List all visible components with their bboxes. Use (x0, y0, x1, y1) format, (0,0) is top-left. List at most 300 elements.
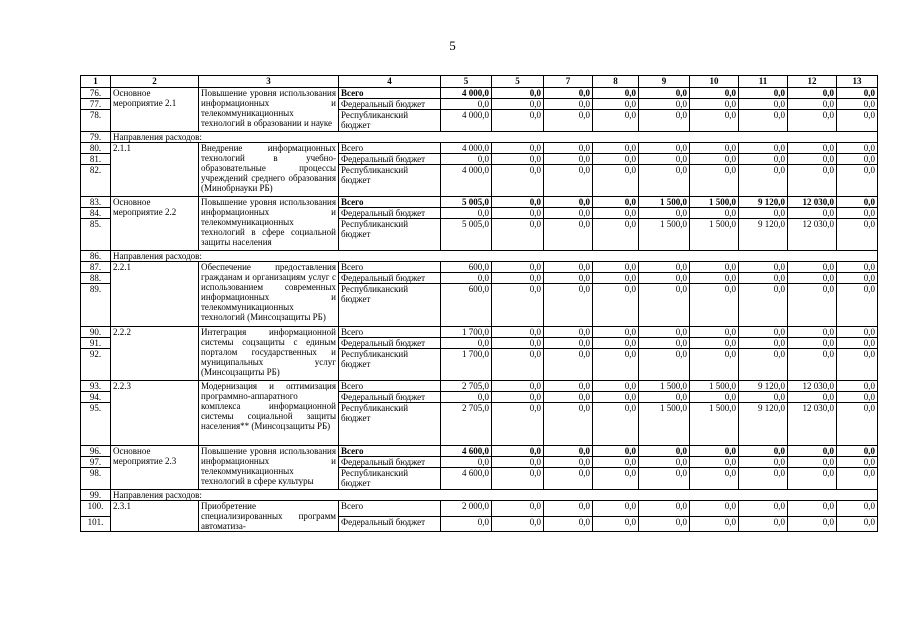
amount-cell: 4 600,0 (441, 468, 492, 490)
funding-source: Федеральный бюджет (339, 99, 441, 110)
amount-cell: 0,0 (544, 165, 593, 197)
activity-code: Основное мероприятие 2.3 (111, 446, 199, 490)
amount-cell: 0,0 (492, 457, 544, 468)
amount-cell: 0,0 (837, 392, 878, 403)
funding-source: Всего (339, 381, 441, 392)
amount-cell: 0,0 (739, 88, 788, 99)
amount-cell: 0,0 (788, 338, 837, 349)
amount-cell: 0,0 (593, 403, 639, 446)
amount-cell: 0,0 (837, 381, 878, 392)
amount-cell: 0,0 (837, 208, 878, 219)
section-label: Направления расходов: (111, 490, 878, 501)
amount-cell: 0,0 (492, 88, 544, 99)
amount-cell: 0,0 (788, 501, 837, 517)
amount-cell: 0,0 (639, 165, 690, 197)
column-header-13: 13 (837, 76, 878, 88)
amount-cell: 0,0 (593, 154, 639, 165)
amount-cell: 0,0 (441, 99, 492, 110)
amount-cell: 4 600,0 (441, 446, 492, 457)
amount-cell: 0,0 (788, 208, 837, 219)
amount-cell: 0,0 (837, 165, 878, 197)
amount-cell: 0,0 (492, 273, 544, 284)
column-header-8: 8 (593, 76, 639, 88)
amount-cell: 0,0 (788, 392, 837, 403)
table-row (81, 262, 878, 273)
amount-cell: 9 120,0 (739, 197, 788, 208)
amount-cell: 0,0 (544, 457, 593, 468)
amount-cell: 0,0 (739, 392, 788, 403)
funding-source: Всего (339, 143, 441, 154)
row-number: 79. (81, 132, 111, 143)
amount-cell: 0,0 (639, 457, 690, 468)
funding-source: Федеральный бюджет (339, 338, 441, 349)
amount-cell: 0,0 (690, 110, 739, 132)
amount-cell: 0,0 (492, 284, 544, 327)
amount-cell: 0,0 (544, 516, 593, 532)
funding-source: Федеральный бюджет (339, 154, 441, 165)
activity-description: Интеграция информационной системы соцзащиты с единым порталом государственных и муниципальных услуг (Минсоцзащиты РБ) (199, 327, 339, 381)
amount-cell: 0,0 (739, 284, 788, 327)
amount-cell: 0,0 (492, 110, 544, 132)
amount-cell: 0,0 (739, 468, 788, 490)
amount-cell: 0,0 (788, 154, 837, 165)
amount-cell: 9 120,0 (739, 403, 788, 446)
activity-description: Приобретение специализированных программ автоматиза- (199, 501, 339, 532)
column-header-9: 9 (639, 76, 690, 88)
row-number: 95. (81, 403, 111, 446)
amount-cell: 0,0 (837, 327, 878, 338)
amount-cell: 0,0 (690, 468, 739, 490)
amount-cell: 0,0 (639, 99, 690, 110)
amount-cell: 0,0 (492, 349, 544, 381)
amount-cell: 0,0 (639, 154, 690, 165)
amount-cell: 0,0 (593, 338, 639, 349)
amount-cell: 0,0 (690, 349, 739, 381)
amount-cell: 0,0 (544, 381, 593, 392)
amount-cell: 0,0 (593, 143, 639, 154)
amount-cell: 0,0 (639, 338, 690, 349)
funding-source: Всего (339, 88, 441, 99)
amount-cell: 0,0 (593, 327, 639, 338)
amount-cell: 4 000,0 (441, 88, 492, 99)
funding-source: Федеральный бюджет (339, 392, 441, 403)
row-number: 99. (81, 490, 111, 501)
budget-table (80, 75, 878, 532)
page-number: 5 (449, 38, 456, 53)
amount-cell: 0,0 (788, 99, 837, 110)
amount-cell: 0,0 (492, 392, 544, 403)
activity-code: 2.2.1 (111, 262, 199, 327)
amount-cell: 0,0 (690, 516, 739, 532)
amount-cell: 0,0 (544, 392, 593, 403)
amount-cell: 0,0 (441, 154, 492, 165)
amount-cell: 0,0 (593, 262, 639, 273)
column-header-10: 10 (690, 76, 739, 88)
column-header-2: 2 (111, 76, 199, 88)
amount-cell: 0,0 (544, 446, 593, 457)
amount-cell: 4 000,0 (441, 165, 492, 197)
amount-cell: 0,0 (593, 208, 639, 219)
row-number: 98. (81, 468, 111, 490)
amount-cell: 0,0 (492, 262, 544, 273)
amount-cell: 0,0 (837, 197, 878, 208)
amount-cell: 0,0 (837, 154, 878, 165)
row-number: 90. (81, 327, 111, 338)
amount-cell: 1 500,0 (690, 197, 739, 208)
funding-source: Всего (339, 327, 441, 338)
amount-cell: 0,0 (544, 88, 593, 99)
amount-cell: 0,0 (593, 99, 639, 110)
row-number: 81. (81, 154, 111, 165)
amount-cell: 0,0 (837, 88, 878, 99)
amount-cell: 0,0 (739, 143, 788, 154)
row-number: 77. (81, 99, 111, 110)
amount-cell: 0,0 (690, 208, 739, 219)
amount-cell: 0,0 (593, 88, 639, 99)
amount-cell: 0,0 (441, 392, 492, 403)
amount-cell: 0,0 (492, 446, 544, 457)
amount-cell: 0,0 (639, 468, 690, 490)
amount-cell: 0,0 (837, 501, 878, 517)
table-row (81, 501, 878, 517)
amount-cell: 0,0 (639, 110, 690, 132)
amount-cell: 0,0 (837, 143, 878, 154)
amount-cell: 0,0 (837, 273, 878, 284)
funding-source: Республиканский бюджет (339, 110, 441, 132)
amount-cell: 0,0 (639, 284, 690, 327)
funding-source: Республиканский бюджет (339, 165, 441, 197)
funding-source: Федеральный бюджет (339, 457, 441, 468)
activity-description: Повышение уровня использования информационных и телекоммуникационных технологий в образовании и науке (199, 88, 339, 132)
amount-cell: 0,0 (788, 516, 837, 532)
amount-cell: 0,0 (739, 262, 788, 273)
activity-code: 2.2.2 (111, 327, 199, 381)
amount-cell: 0,0 (544, 273, 593, 284)
amount-cell: 0,0 (788, 457, 837, 468)
amount-cell: 0,0 (690, 165, 739, 197)
amount-cell: 0,0 (690, 446, 739, 457)
amount-cell: 0,0 (544, 208, 593, 219)
column-header-5: 5 (441, 76, 492, 88)
section-row (81, 132, 878, 143)
table-row (81, 143, 878, 154)
amount-cell: 0,0 (639, 88, 690, 99)
amount-cell: 1 500,0 (639, 219, 690, 251)
column-header-6: 5 (492, 76, 544, 88)
amount-cell: 0,0 (788, 262, 837, 273)
amount-cell: 0,0 (690, 284, 739, 327)
amount-cell: 0,0 (788, 446, 837, 457)
table-row (81, 327, 878, 338)
amount-cell: 0,0 (690, 262, 739, 273)
amount-cell: 0,0 (544, 99, 593, 110)
amount-cell: 0,0 (639, 327, 690, 338)
amount-cell: 0,0 (837, 457, 878, 468)
activity-description: Повышение уровня использования информационных и телекоммуникационных технологий в сфере социальной защиты населения (199, 197, 339, 251)
funding-source: Всего (339, 262, 441, 273)
amount-cell: 0,0 (544, 349, 593, 381)
amount-cell: 0,0 (739, 446, 788, 457)
amount-cell: 0,0 (441, 457, 492, 468)
amount-cell: 0,0 (837, 516, 878, 532)
amount-cell: 0,0 (639, 349, 690, 381)
amount-cell: 0,0 (593, 165, 639, 197)
row-number: 76. (81, 88, 111, 99)
amount-cell: 1 500,0 (690, 219, 739, 251)
amount-cell: 0,0 (690, 143, 739, 154)
amount-cell: 0,0 (492, 381, 544, 392)
funding-source: Всего (339, 446, 441, 457)
amount-cell: 0,0 (492, 501, 544, 517)
amount-cell: 1 500,0 (639, 381, 690, 392)
amount-cell: 0,0 (739, 110, 788, 132)
amount-cell: 600,0 (441, 284, 492, 327)
amount-cell: 0,0 (544, 262, 593, 273)
amount-cell: 0,0 (492, 197, 544, 208)
section-row (81, 251, 878, 262)
header-row (81, 76, 878, 88)
amount-cell: 0,0 (788, 327, 837, 338)
amount-cell: 0,0 (544, 501, 593, 517)
amount-cell: 1 700,0 (441, 349, 492, 381)
amount-cell: 0,0 (690, 327, 739, 338)
amount-cell: 0,0 (492, 165, 544, 197)
amount-cell: 1 500,0 (639, 403, 690, 446)
amount-cell: 1 500,0 (639, 197, 690, 208)
amount-cell: 0,0 (441, 273, 492, 284)
amount-cell: 0,0 (492, 403, 544, 446)
amount-cell: 0,0 (593, 284, 639, 327)
amount-cell: 0,0 (739, 99, 788, 110)
activity-code: Основное мероприятие 2.2 (111, 197, 199, 251)
amount-cell: 0,0 (837, 338, 878, 349)
amount-cell: 0,0 (639, 208, 690, 219)
amount-cell: 0,0 (739, 165, 788, 197)
amount-cell: 0,0 (788, 284, 837, 327)
amount-cell: 0,0 (593, 516, 639, 532)
amount-cell: 0,0 (739, 154, 788, 165)
amount-cell: 0,0 (639, 143, 690, 154)
amount-cell: 0,0 (739, 327, 788, 338)
amount-cell: 2 705,0 (441, 403, 492, 446)
row-number: 96. (81, 446, 111, 457)
amount-cell: 0,0 (593, 197, 639, 208)
row-number: 82. (81, 165, 111, 197)
amount-cell: 9 120,0 (739, 219, 788, 251)
amount-cell: 4 000,0 (441, 143, 492, 154)
activity-code: Основное мероприятие 2.1 (111, 88, 199, 132)
amount-cell: 0,0 (739, 516, 788, 532)
table-row (81, 197, 878, 208)
amount-cell: 0,0 (788, 165, 837, 197)
amount-cell: 0,0 (544, 219, 593, 251)
section-row (81, 490, 878, 501)
amount-cell: 0,0 (690, 338, 739, 349)
amount-cell: 0,0 (837, 349, 878, 381)
activity-code: 2.2.3 (111, 381, 199, 446)
row-number: 97. (81, 457, 111, 468)
amount-cell: 0,0 (492, 143, 544, 154)
amount-cell: 0,0 (492, 208, 544, 219)
amount-cell: 0,0 (593, 381, 639, 392)
amount-cell: 0,0 (639, 516, 690, 532)
amount-cell: 0,0 (544, 197, 593, 208)
amount-cell: 1 500,0 (690, 381, 739, 392)
amount-cell: 0,0 (441, 338, 492, 349)
row-number: 100. (81, 501, 111, 517)
table-row (81, 381, 878, 392)
funding-source: Республиканский бюджет (339, 284, 441, 327)
row-number: 83. (81, 197, 111, 208)
amount-cell: 12 030,0 (788, 381, 837, 392)
row-number: 84. (81, 208, 111, 219)
amount-cell: 0,0 (593, 110, 639, 132)
amount-cell: 0,0 (492, 219, 544, 251)
amount-cell: 0,0 (492, 99, 544, 110)
funding-source: Республиканский бюджет (339, 219, 441, 251)
amount-cell: 0,0 (544, 143, 593, 154)
row-number: 85. (81, 219, 111, 251)
amount-cell: 0,0 (639, 501, 690, 517)
activity-code: 2.1.1 (111, 143, 199, 197)
row-number: 88. (81, 273, 111, 284)
activity-description: Обеспечение предоставления гражданам и организациям услуг с использованием современных информационных и телекоммуникационных технологий (Минсоцзащиты РБ) (199, 262, 339, 327)
column-header-3: 3 (199, 76, 339, 88)
amount-cell: 0,0 (739, 208, 788, 219)
amount-cell: 5 005,0 (441, 197, 492, 208)
funding-source: Республиканский бюджет (339, 468, 441, 490)
amount-cell: 0,0 (788, 88, 837, 99)
row-number: 94. (81, 392, 111, 403)
column-header-7: 7 (544, 76, 593, 88)
amount-cell: 0,0 (639, 392, 690, 403)
amount-cell: 0,0 (492, 516, 544, 532)
amount-cell: 0,0 (837, 262, 878, 273)
amount-cell: 0,0 (441, 516, 492, 532)
amount-cell: 0,0 (739, 501, 788, 517)
amount-cell: 5 005,0 (441, 219, 492, 251)
amount-cell: 0,0 (837, 284, 878, 327)
amount-cell: 0,0 (492, 338, 544, 349)
funding-source: Всего (339, 501, 441, 517)
amount-cell: 0,0 (788, 273, 837, 284)
amount-cell: 0,0 (837, 110, 878, 132)
amount-cell: 0,0 (593, 349, 639, 381)
funding-source: Всего (339, 197, 441, 208)
row-number: 86. (81, 251, 111, 262)
column-header-1: 1 (81, 76, 111, 88)
amount-cell: 0,0 (690, 457, 739, 468)
activity-description: Внедрение информационных технологий в учебно-образовательные процессы учреждений среднего образования (Минобрнауки РБ) (199, 143, 339, 197)
row-number: 89. (81, 284, 111, 327)
amount-cell: 0,0 (441, 208, 492, 219)
amount-cell: 0,0 (544, 327, 593, 338)
amount-cell: 0,0 (639, 262, 690, 273)
table-row (81, 446, 878, 457)
funding-source: Федеральный бюджет (339, 208, 441, 219)
amount-cell: 0,0 (492, 327, 544, 338)
row-number: 80. (81, 143, 111, 154)
amount-cell: 0,0 (837, 468, 878, 490)
amount-cell: 0,0 (593, 501, 639, 517)
amount-cell: 0,0 (739, 457, 788, 468)
amount-cell: 0,0 (837, 219, 878, 251)
row-number: 92. (81, 349, 111, 381)
amount-cell: 0,0 (492, 154, 544, 165)
amount-cell: 0,0 (544, 468, 593, 490)
activity-description: Модернизация и оптимизация программно-аппаратного комплекса информационной системы социальной защиты населения** (Минсоцзащиты РБ) (199, 381, 339, 446)
amount-cell: 0,0 (788, 143, 837, 154)
amount-cell: 0,0 (544, 338, 593, 349)
amount-cell: 0,0 (690, 99, 739, 110)
amount-cell: 12 030,0 (788, 197, 837, 208)
amount-cell: 9 120,0 (739, 381, 788, 392)
amount-cell: 0,0 (788, 468, 837, 490)
amount-cell: 0,0 (593, 219, 639, 251)
section-label: Направления расходов: (111, 251, 878, 262)
activity-code: 2.3.1 (111, 501, 199, 532)
row-number: 91. (81, 338, 111, 349)
amount-cell: 2 000,0 (441, 501, 492, 517)
amount-cell: 0,0 (837, 99, 878, 110)
column-header-12: 12 (788, 76, 837, 88)
amount-cell: 600,0 (441, 262, 492, 273)
amount-cell: 0,0 (593, 273, 639, 284)
amount-cell: 0,0 (690, 154, 739, 165)
amount-cell: 0,0 (690, 392, 739, 403)
amount-cell: 0,0 (788, 349, 837, 381)
funding-source: Республиканский бюджет (339, 403, 441, 446)
amount-cell: 0,0 (690, 273, 739, 284)
amount-cell: 0,0 (837, 446, 878, 457)
amount-cell: 4 000,0 (441, 110, 492, 132)
amount-cell: 0,0 (739, 349, 788, 381)
column-header-4: 4 (339, 76, 441, 88)
row-number: 93. (81, 381, 111, 392)
activity-description: Повышение уровня использования информационных и телекоммуникационных технологий в сфере культуры (199, 446, 339, 490)
amount-cell: 0,0 (593, 446, 639, 457)
amount-cell: 0,0 (593, 468, 639, 490)
amount-cell: 0,0 (544, 110, 593, 132)
amount-cell: 1 500,0 (690, 403, 739, 446)
funding-source: Федеральный бюджет (339, 516, 441, 532)
amount-cell: 12 030,0 (788, 219, 837, 251)
amount-cell: 0,0 (544, 403, 593, 446)
row-number: 78. (81, 110, 111, 132)
row-number: 87. (81, 262, 111, 273)
amount-cell: 12 030,0 (788, 403, 837, 446)
amount-cell: 2 705,0 (441, 381, 492, 392)
amount-cell: 0,0 (593, 392, 639, 403)
section-label: Направления расходов: (111, 132, 878, 143)
amount-cell: 0,0 (739, 273, 788, 284)
amount-cell: 0,0 (837, 403, 878, 446)
amount-cell: 0,0 (544, 154, 593, 165)
funding-source: Федеральный бюджет (339, 273, 441, 284)
amount-cell: 0,0 (739, 338, 788, 349)
amount-cell: 0,0 (690, 501, 739, 517)
amount-cell: 0,0 (788, 110, 837, 132)
amount-cell: 0,0 (639, 273, 690, 284)
amount-cell: 0,0 (593, 457, 639, 468)
column-header-11: 11 (739, 76, 788, 88)
amount-cell: 0,0 (690, 88, 739, 99)
table-row (81, 88, 878, 99)
row-number: 101. (81, 516, 111, 532)
amount-cell: 1 700,0 (441, 327, 492, 338)
amount-cell: 0,0 (639, 446, 690, 457)
amount-cell: 0,0 (492, 468, 544, 490)
